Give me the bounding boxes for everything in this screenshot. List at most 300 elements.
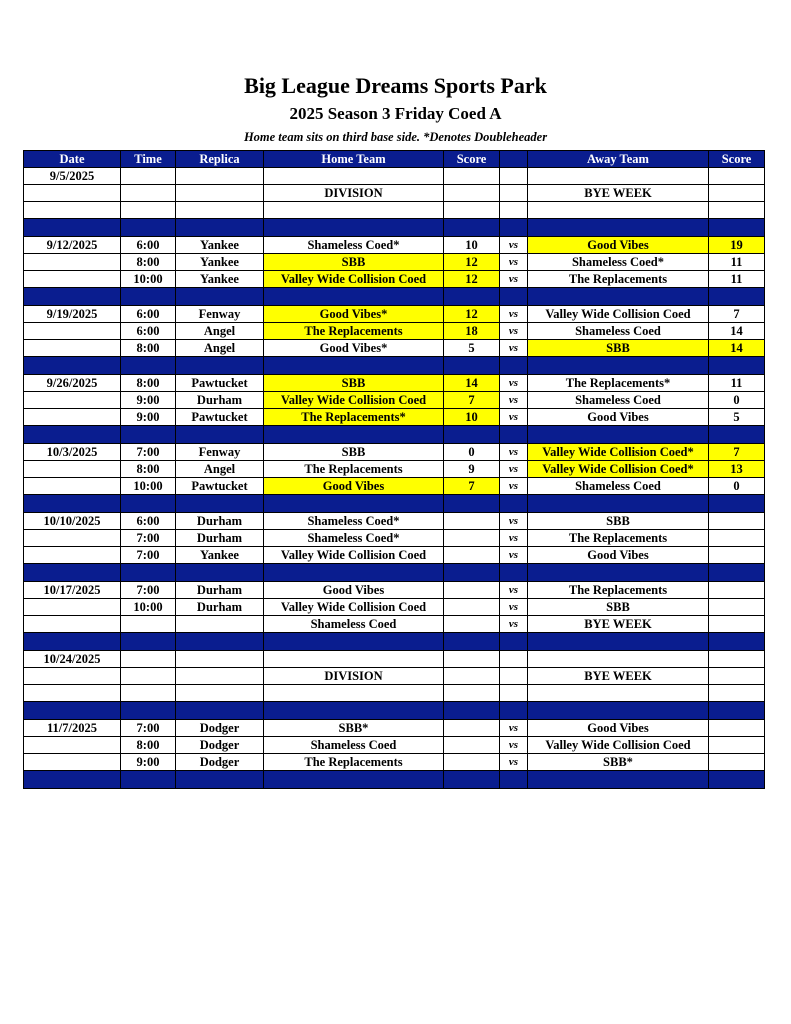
home-team-cell: Shameless Coed* (264, 237, 444, 254)
table-row (24, 616, 765, 633)
home-team-cell: Good Vibes (264, 582, 444, 599)
home-score-cell (444, 668, 500, 685)
time-cell (121, 168, 176, 185)
time-cell (121, 288, 176, 306)
page-subtitle: 2025 Season 3 Friday Coed A (289, 104, 502, 123)
home-team-cell: Good Vibes* (264, 340, 444, 357)
home-team-cell (264, 219, 444, 237)
table-row (24, 547, 765, 564)
away-score-cell: 7 (709, 444, 765, 461)
vs-cell: vs (500, 392, 528, 409)
vs-cell (500, 564, 528, 582)
replica-cell: Dodger (176, 754, 264, 771)
home-score-cell (444, 530, 500, 547)
table-row (24, 754, 765, 771)
away-score-cell (709, 547, 765, 564)
away-score-cell (709, 668, 765, 685)
replica-cell: Durham (176, 530, 264, 547)
time-cell: 8:00 (121, 375, 176, 392)
home-team-cell: The Replacements* (264, 409, 444, 426)
home-team-cell: The Replacements (264, 323, 444, 340)
home-score-cell (444, 168, 500, 185)
table-row (24, 375, 765, 392)
vs-cell: vs (500, 461, 528, 478)
away-score-cell (709, 582, 765, 599)
col-away-team: Away Team (528, 151, 709, 168)
replica-cell: Yankee (176, 547, 264, 564)
away-score-cell: 11 (709, 271, 765, 288)
time-cell: 8:00 (121, 737, 176, 754)
home-team-cell (264, 651, 444, 668)
vs-cell (500, 633, 528, 651)
away-score-cell: 11 (709, 375, 765, 392)
vs-cell (500, 219, 528, 237)
col-date: Date (24, 151, 121, 168)
table-row (24, 582, 765, 599)
date-cell: 9/12/2025 (24, 237, 121, 254)
vs-cell (500, 685, 528, 702)
home-score-cell (444, 685, 500, 702)
date-cell (24, 202, 121, 219)
away-team-cell (528, 357, 709, 375)
away-score-cell (709, 616, 765, 633)
away-score-cell (709, 219, 765, 237)
replica-cell: Angel (176, 323, 264, 340)
schedule-table (23, 150, 765, 789)
table-row (24, 685, 765, 702)
time-cell: 6:00 (121, 306, 176, 323)
table-row (24, 271, 765, 288)
replica-cell: Angel (176, 461, 264, 478)
time-cell (121, 185, 176, 202)
date-cell (24, 668, 121, 685)
vs-cell: vs (500, 444, 528, 461)
table-row (24, 323, 765, 340)
replica-cell (176, 685, 264, 702)
vs-cell (500, 771, 528, 789)
away-score-cell (709, 702, 765, 720)
home-team-cell (264, 202, 444, 219)
home-team-cell: Valley Wide Collision Coed (264, 599, 444, 616)
vs-cell: vs (500, 547, 528, 564)
time-cell: 9:00 (121, 392, 176, 409)
time-cell (121, 426, 176, 444)
away-team-cell (528, 633, 709, 651)
date-cell (24, 254, 121, 271)
vs-cell: vs (500, 375, 528, 392)
replica-cell: Durham (176, 599, 264, 616)
home-team-cell (264, 633, 444, 651)
home-team-cell: SBB (264, 444, 444, 461)
home-score-cell (444, 616, 500, 633)
replica-cell: Pawtucket (176, 478, 264, 495)
time-cell (121, 668, 176, 685)
separator-row (24, 426, 765, 444)
replica-cell (176, 651, 264, 668)
vs-cell (500, 168, 528, 185)
replica-cell: Pawtucket (176, 409, 264, 426)
replica-cell (176, 357, 264, 375)
date-cell (24, 599, 121, 616)
away-score-cell: 5 (709, 409, 765, 426)
replica-cell (176, 668, 264, 685)
away-team-cell: The Replacements (528, 582, 709, 599)
replica-cell (176, 771, 264, 789)
home-score-cell (444, 633, 500, 651)
home-score-cell (444, 771, 500, 789)
replica-cell (176, 219, 264, 237)
col-away-score: Score (709, 151, 765, 168)
home-score-cell: 0 (444, 444, 500, 461)
away-team-cell: Valley Wide Collision Coed* (528, 444, 709, 461)
home-team-cell: Good Vibes* (264, 306, 444, 323)
replica-cell: Pawtucket (176, 375, 264, 392)
home-team-cell (264, 495, 444, 513)
vs-cell: vs (500, 754, 528, 771)
date-cell (24, 754, 121, 771)
date-cell (24, 495, 121, 513)
vs-cell: vs (500, 409, 528, 426)
away-team-cell: Good Vibes (528, 237, 709, 254)
replica-cell (176, 564, 264, 582)
home-score-cell (444, 564, 500, 582)
time-cell: 9:00 (121, 754, 176, 771)
away-score-cell (709, 754, 765, 771)
away-team-cell: Valley Wide Collision Coed* (528, 461, 709, 478)
date-cell (24, 323, 121, 340)
vs-cell: vs (500, 513, 528, 530)
home-score-cell (444, 495, 500, 513)
home-score-cell (444, 513, 500, 530)
home-score-cell (444, 357, 500, 375)
table-row (24, 185, 765, 202)
away-score-cell (709, 168, 765, 185)
time-cell: 7:00 (121, 530, 176, 547)
away-team-cell: BYE WEEK (528, 668, 709, 685)
date-cell (24, 357, 121, 375)
date-cell (24, 702, 121, 720)
home-team-cell: SBB (264, 375, 444, 392)
time-cell (121, 633, 176, 651)
home-team-cell (264, 168, 444, 185)
vs-cell: vs (500, 720, 528, 737)
table-row (24, 599, 765, 616)
away-score-cell (709, 426, 765, 444)
home-team-cell: The Replacements (264, 461, 444, 478)
home-team-cell (264, 564, 444, 582)
away-team-cell: Good Vibes (528, 409, 709, 426)
table-row (24, 444, 765, 461)
away-team-cell (528, 495, 709, 513)
home-score-cell (444, 426, 500, 444)
home-score-cell (444, 651, 500, 668)
vs-cell (500, 651, 528, 668)
away-team-cell: The Replacements (528, 271, 709, 288)
home-score-cell: 10 (444, 237, 500, 254)
away-score-cell: 0 (709, 392, 765, 409)
time-cell (121, 357, 176, 375)
date-cell (24, 530, 121, 547)
vs-cell: vs (500, 271, 528, 288)
vs-cell (500, 495, 528, 513)
replica-cell: Fenway (176, 444, 264, 461)
replica-cell (176, 495, 264, 513)
replica-cell (176, 168, 264, 185)
away-score-cell (709, 530, 765, 547)
separator-row (24, 288, 765, 306)
away-team-cell: Valley Wide Collision Coed (528, 306, 709, 323)
table-row (24, 737, 765, 754)
vs-cell: vs (500, 582, 528, 599)
away-team-cell: Shameless Coed* (528, 254, 709, 271)
away-score-cell: 19 (709, 237, 765, 254)
time-cell: 10:00 (121, 271, 176, 288)
away-score-cell: 13 (709, 461, 765, 478)
away-score-cell (709, 737, 765, 754)
date-cell (24, 461, 121, 478)
home-team-cell: Shameless Coed* (264, 513, 444, 530)
table-row (24, 668, 765, 685)
home-score-cell: 12 (444, 271, 500, 288)
away-score-cell (709, 685, 765, 702)
time-cell (121, 202, 176, 219)
date-cell: 11/7/2025 (24, 720, 121, 737)
separator-row (24, 564, 765, 582)
time-cell: 9:00 (121, 409, 176, 426)
vs-cell: vs (500, 340, 528, 357)
date-cell (24, 340, 121, 357)
away-score-cell (709, 202, 765, 219)
away-team-cell: BYE WEEK (528, 616, 709, 633)
date-cell (24, 685, 121, 702)
vs-cell (500, 202, 528, 219)
col-home-score: Score (444, 151, 500, 168)
table-row (24, 651, 765, 668)
replica-cell: Dodger (176, 737, 264, 754)
time-cell: 7:00 (121, 444, 176, 461)
vs-cell (500, 668, 528, 685)
time-cell: 7:00 (121, 720, 176, 737)
replica-cell (176, 288, 264, 306)
replica-cell: Yankee (176, 254, 264, 271)
table-row (24, 237, 765, 254)
away-score-cell (709, 513, 765, 530)
away-team-cell (528, 426, 709, 444)
vs-cell: vs (500, 237, 528, 254)
vs-cell (500, 426, 528, 444)
home-score-cell (444, 720, 500, 737)
away-team-cell: The Replacements* (528, 375, 709, 392)
home-score-cell (444, 202, 500, 219)
vs-cell (500, 288, 528, 306)
table-row (24, 720, 765, 737)
away-score-cell (709, 771, 765, 789)
separator-row (24, 495, 765, 513)
away-team-cell: SBB (528, 599, 709, 616)
home-team-cell: DIVISION (264, 668, 444, 685)
time-cell: 6:00 (121, 323, 176, 340)
home-score-cell: 7 (444, 478, 500, 495)
home-score-cell: 10 (444, 409, 500, 426)
replica-cell: Fenway (176, 306, 264, 323)
away-team-cell: The Replacements (528, 530, 709, 547)
away-score-cell: 0 (709, 478, 765, 495)
replica-cell (176, 702, 264, 720)
home-team-cell: Shameless Coed* (264, 530, 444, 547)
vs-cell: vs (500, 599, 528, 616)
time-cell: 7:00 (121, 582, 176, 599)
home-score-cell: 7 (444, 392, 500, 409)
home-score-cell (444, 219, 500, 237)
home-team-cell: DIVISION (264, 185, 444, 202)
home-score-cell: 12 (444, 306, 500, 323)
home-score-cell (444, 547, 500, 564)
time-cell (121, 771, 176, 789)
date-cell (24, 288, 121, 306)
table-row (24, 409, 765, 426)
table-row (24, 392, 765, 409)
home-score-cell (444, 754, 500, 771)
date-cell (24, 409, 121, 426)
home-team-cell: Shameless Coed (264, 616, 444, 633)
home-score-cell: 9 (444, 461, 500, 478)
away-team-cell (528, 685, 709, 702)
away-team-cell: Shameless Coed (528, 478, 709, 495)
home-team-cell: Valley Wide Collision Coed (264, 271, 444, 288)
home-score-cell: 18 (444, 323, 500, 340)
time-cell (121, 564, 176, 582)
time-cell (121, 651, 176, 668)
date-cell (24, 426, 121, 444)
home-team-cell (264, 288, 444, 306)
home-score-cell (444, 737, 500, 754)
home-team-cell: SBB (264, 254, 444, 271)
home-score-cell: 5 (444, 340, 500, 357)
table-row (24, 513, 765, 530)
schedule-note: Home team sits on third base side. *Denotes Doubleheader (243, 130, 548, 144)
replica-cell: Yankee (176, 271, 264, 288)
vs-cell: vs (500, 254, 528, 271)
col-time: Time (121, 151, 176, 168)
table-row (24, 202, 765, 219)
vs-cell (500, 357, 528, 375)
table-row (24, 461, 765, 478)
date-cell: 9/26/2025 (24, 375, 121, 392)
separator-row (24, 219, 765, 237)
away-team-cell: Good Vibes (528, 720, 709, 737)
date-cell: 9/5/2025 (24, 168, 121, 185)
away-team-cell (528, 219, 709, 237)
away-score-cell (709, 633, 765, 651)
time-cell (121, 616, 176, 633)
replica-cell (176, 616, 264, 633)
home-score-cell (444, 288, 500, 306)
home-team-cell (264, 702, 444, 720)
away-team-cell (528, 771, 709, 789)
date-cell: 10/24/2025 (24, 651, 121, 668)
vs-cell: vs (500, 478, 528, 495)
replica-cell (176, 426, 264, 444)
table-row (24, 340, 765, 357)
time-cell: 8:00 (121, 254, 176, 271)
separator-row (24, 357, 765, 375)
vs-cell: vs (500, 306, 528, 323)
away-score-cell (709, 185, 765, 202)
vs-cell (500, 702, 528, 720)
home-score-cell (444, 599, 500, 616)
header-row (24, 151, 765, 168)
away-score-cell: 14 (709, 340, 765, 357)
date-cell (24, 478, 121, 495)
vs-cell: vs (500, 616, 528, 633)
schedule-body (24, 168, 765, 789)
home-team-cell (264, 357, 444, 375)
replica-cell: Durham (176, 582, 264, 599)
col-home-team: Home Team (264, 151, 444, 168)
home-team-cell: The Replacements (264, 754, 444, 771)
away-team-cell (528, 168, 709, 185)
away-team-cell: Good Vibes (528, 547, 709, 564)
date-cell (24, 737, 121, 754)
time-cell: 8:00 (121, 340, 176, 357)
home-team-cell (264, 685, 444, 702)
date-cell (24, 564, 121, 582)
table-row (24, 254, 765, 271)
separator-row (24, 702, 765, 720)
away-score-cell: 7 (709, 306, 765, 323)
replica-cell (176, 185, 264, 202)
date-cell (24, 771, 121, 789)
time-cell: 6:00 (121, 237, 176, 254)
table-row (24, 306, 765, 323)
away-team-cell (528, 651, 709, 668)
away-team-cell: Valley Wide Collision Coed (528, 737, 709, 754)
home-team-cell: Valley Wide Collision Coed (264, 547, 444, 564)
home-team-cell: Good Vibes (264, 478, 444, 495)
date-cell: 9/19/2025 (24, 306, 121, 323)
home-score-cell (444, 702, 500, 720)
time-cell: 10:00 (121, 478, 176, 495)
away-team-cell (528, 702, 709, 720)
replica-cell: Angel (176, 340, 264, 357)
home-score-cell (444, 582, 500, 599)
away-score-cell (709, 357, 765, 375)
separator-row (24, 633, 765, 651)
away-team-cell (528, 202, 709, 219)
date-cell: 10/17/2025 (24, 582, 121, 599)
away-score-cell (709, 564, 765, 582)
time-cell (121, 702, 176, 720)
table-row (24, 478, 765, 495)
home-score-cell: 12 (444, 254, 500, 271)
separator-row (24, 771, 765, 789)
away-score-cell (709, 599, 765, 616)
replica-cell (176, 633, 264, 651)
time-cell: 7:00 (121, 547, 176, 564)
table-row (24, 530, 765, 547)
away-team-cell: SBB (528, 513, 709, 530)
table-row (24, 168, 765, 185)
away-score-cell (709, 495, 765, 513)
time-cell (121, 495, 176, 513)
time-cell: 8:00 (121, 461, 176, 478)
home-team-cell: Valley Wide Collision Coed (264, 392, 444, 409)
away-team-cell: Shameless Coed (528, 323, 709, 340)
date-cell: 10/3/2025 (24, 444, 121, 461)
time-cell (121, 219, 176, 237)
away-score-cell: 14 (709, 323, 765, 340)
time-cell: 10:00 (121, 599, 176, 616)
